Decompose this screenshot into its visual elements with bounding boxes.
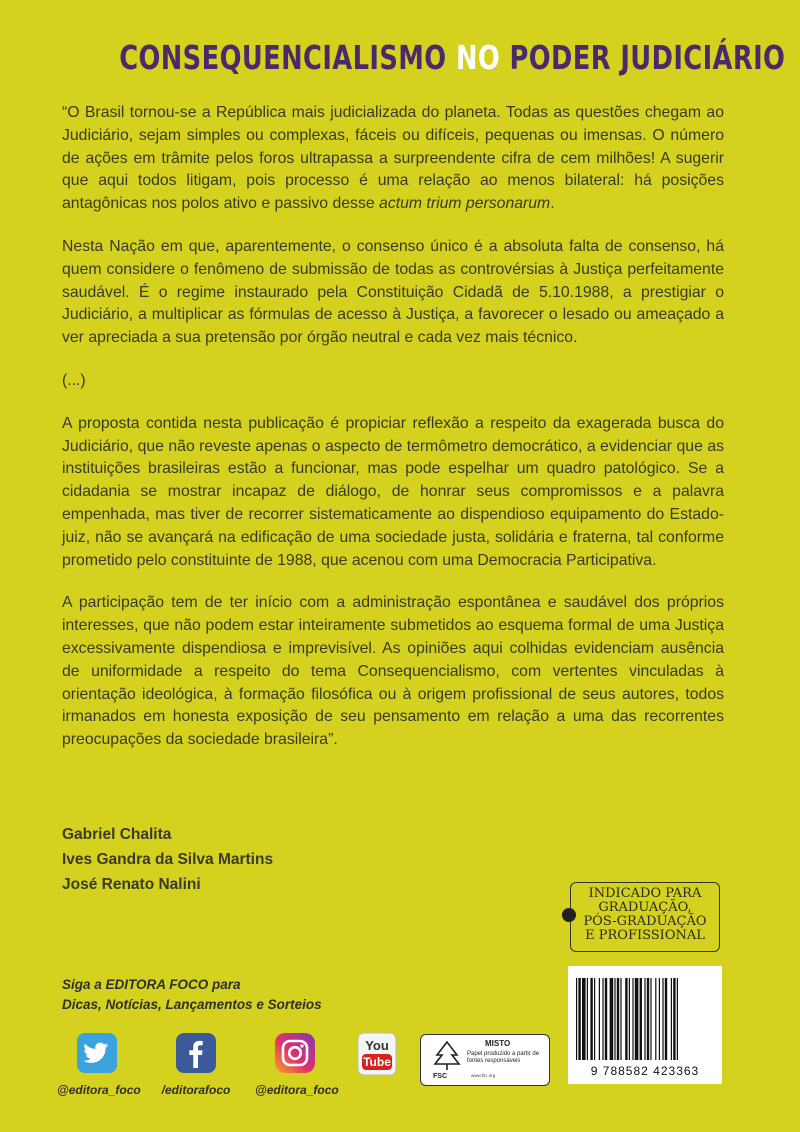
paragraph-1: “O Brasil tornou-se a República mais judicializada do planeta. Todas as questões chegam ao Judiciário, sejam simples ou complexas, fáceis ou difíceis, pequenas ou imensas. O número de ações em trâmite pelos foros ultrapassa a surpreendente cifra de cem milhões! A sugerir que aqui todos litigam, pois processo é uma relação ao menos bilateral: há posições antagônicas nos polos ativo e passivo desse actum trium personarum. <box>62 104 724 213</box>
barcode-bar <box>655 978 656 1060</box>
barcode-bar <box>677 978 678 1060</box>
barcode-bar <box>590 978 592 1060</box>
author-name: José Renato Nalini <box>62 876 201 893</box>
barcode-bar <box>629 978 630 1060</box>
isbn-number: 9 788582 423363 <box>590 1064 700 1078</box>
social-facebook[interactable] <box>156 1032 236 1097</box>
barcode-bar <box>673 978 675 1060</box>
barcode-bar <box>665 978 667 1060</box>
barcode-bar <box>605 978 607 1060</box>
authors-list <box>62 822 273 897</box>
blurb-text <box>62 102 724 772</box>
svg-text:You: You <box>365 1038 389 1053</box>
barcode-bar <box>671 978 672 1060</box>
latin-phrase: actum trium personarum <box>379 195 551 213</box>
instagram-icon <box>274 1032 316 1074</box>
barcode-bars-icon <box>576 978 714 1060</box>
isbn-barcode <box>568 966 722 1084</box>
facebook-icon <box>175 1032 217 1074</box>
title-part-1: CONSEQUENCIALISMO <box>119 38 447 77</box>
barcode-bar <box>640 978 642 1060</box>
barcode-bar <box>644 978 645 1060</box>
fsc-tree-icon <box>429 1039 465 1073</box>
social-twitter[interactable] <box>57 1032 141 1097</box>
paragraph-ellipsis: (...) <box>62 371 86 389</box>
barcode-bar <box>659 978 660 1060</box>
barcode-bar <box>610 978 614 1060</box>
barcode-bar <box>617 978 619 1060</box>
paragraph-5: A participação tem de ter início com a administração espontânea e saudável dos próprios interesses, que não podem estar inteiramente submetidos ao esquema formal de uma Justiça excessivamente dispendiosa e imprevisível. As opiniões aqui colhidas evidenciam ausência de uniformidade a respeito do tema Consequencialismo, com vertentes vinculadas à orientação ideológica, à formação filosófica ou à origem profissional de seus autores, todos irmanados em honesta exposição de seu pensamento em relação a uma das recorrentes preocupações da sociedade brasileira”. <box>62 594 724 749</box>
fsc-url: www.fsc.org <box>471 1073 496 1078</box>
barcode-bar <box>599 978 600 1060</box>
fsc-label: MISTO <box>485 1039 511 1048</box>
barcode-bar <box>647 978 649 1060</box>
paragraph-2: Nesta Nação em que, aparentemente, o consenso único é a absoluta falta de consenso, há quem considere o fenômeno de submissão de todas as controvérsias à Justiça perfeitamente saudável. É o regime instaurado pela Constituição Cidadã de 5.10.1988, a prestigiar o Judiciário, a multiplicar as fórmulas de acesso à Justiça, a favorecer o lesado ou ameaçado a ver apreciada a sua pretensão por órgão neutral e cada vez mais técnico. <box>62 237 724 347</box>
social-youtube[interactable] <box>337 1032 417 1081</box>
author-name: Ives Gandra da Silva Martins <box>62 851 274 868</box>
social-instagram[interactable] <box>255 1032 339 1097</box>
title-part-3: PODER JUDICIÁRIO <box>509 38 786 77</box>
facebook-handle: /editorafoco <box>161 1083 231 1097</box>
barcode-bar <box>576 978 577 1060</box>
title-part-no: NO <box>455 38 501 77</box>
follow-text: Siga a EDITORA FOCO para Dicas, Notícias, Lançamentos e Sorteios <box>62 977 322 1012</box>
fsc-brand: FSC <box>433 1073 447 1080</box>
author-name: Gabriel Chalita <box>62 826 172 843</box>
twitter-icon <box>76 1032 118 1074</box>
badge-dot-icon <box>562 908 576 922</box>
barcode-bar <box>578 978 580 1060</box>
barcode-bar <box>632 978 633 1060</box>
indicado-badge: INDICADO PARA GRADUAÇÃO, PÓS-GRADUAÇÃO E PROFISSIONAL <box>570 882 720 952</box>
barcode-bar <box>650 978 651 1060</box>
paragraph-4: A proposta contida nesta publicação é propiciar reflexão a respeito da exagerada busca do Judiciário, que não reveste apenas o aspecto de termômetro democrático, a evidenciar que as instituições brasileiras estão a funcionar, mas pode espelhar um quadro patológico. Se a cidadania se mostrar incapaz de diálogo, de honrar seus compromissos e a palavra empenhada, mas tiver de recorrer sistematicamente ao dispendioso equipamento do Estado-juiz, não se avançará na edificação de uma sociedade justa, solidária e fraterna, tal conforme prometido pelo constituinte de 1988, que acenou com uma Democracia Participativa. <box>62 414 724 569</box>
barcode-bar <box>602 978 603 1060</box>
fsc-badge <box>420 1034 550 1086</box>
barcode-bar <box>614 978 615 1060</box>
barcode-bar <box>587 978 588 1060</box>
barcode-bar <box>620 978 621 1060</box>
youtube-icon <box>357 1032 397 1076</box>
barcode-bar <box>582 978 586 1060</box>
fsc-text: Papel produzido a partir de fontes responsáveis <box>467 1051 540 1064</box>
barcode-bar <box>594 978 595 1060</box>
twitter-handle: @editora_foco <box>57 1083 141 1097</box>
book-title <box>119 38 786 77</box>
instagram-handle: @editora_foco <box>255 1083 339 1097</box>
barcode-bar <box>625 978 627 1060</box>
barcode-bar <box>635 978 639 1060</box>
barcode-bar <box>662 978 663 1060</box>
svg-text:Tube: Tube <box>363 1055 391 1069</box>
